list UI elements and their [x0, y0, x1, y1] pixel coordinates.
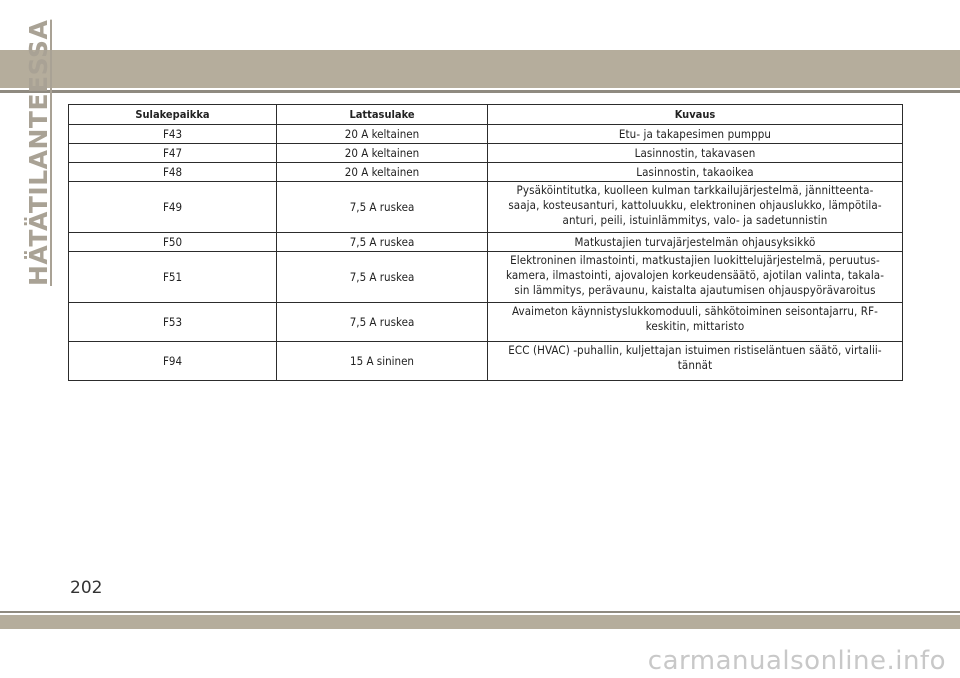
fuse-description: [488, 252, 903, 303]
description-line: kamera, ilmastointi, ajovalojen korkeudensäätö, ajotilan valinta, takala-: [505, 268, 885, 282]
description-line: Matkustajien turvajärjestelmän ohjausyksikkö: [574, 234, 816, 249]
table-row: [69, 182, 903, 233]
table-row: [69, 163, 903, 182]
table-row: [69, 342, 903, 381]
fuse-table: [68, 104, 903, 381]
header-description: Kuvaus: [488, 105, 903, 125]
header-fuse: Lattasulake: [277, 105, 488, 125]
page-number: 202: [70, 578, 103, 598]
fuse-description: [488, 125, 903, 144]
table-row: [69, 233, 903, 252]
fuse-rating: 20 A keltainen: [277, 144, 488, 163]
description-line: sin lämmitys, perävaunu, kaistalta ajautumisen ohjauspyörävaroitus: [514, 283, 876, 297]
header-cavity: Sulakepaikka: [69, 105, 277, 125]
footer-rule: [0, 611, 960, 613]
fuse-cavity: F49: [69, 182, 277, 233]
description-line: Pysäköintitutka, kuolleen kulman tarkkailujärjestelmä, jännitteenta-: [516, 183, 874, 197]
fuse-description: [488, 144, 903, 163]
fuse-cavity: F50: [69, 233, 277, 252]
table-header-row: [69, 105, 903, 125]
description-line: ECC (HVAC) -puhallin, kuljettajan istuimen ristiseläntuen säätö, virtalii-: [508, 343, 882, 357]
section-label: HÄTÄTILANTEESSA: [24, 19, 53, 286]
fuse-rating: 7,5 A ruskea: [277, 182, 488, 233]
fuse-description: [488, 303, 903, 342]
fuse-description: [488, 233, 903, 252]
fuse-cavity: F43: [69, 125, 277, 144]
fuse-cavity: F94: [69, 342, 277, 381]
description-line: tännät: [677, 358, 713, 372]
description-line: Etu- ja takapesimen pumppu: [618, 126, 772, 141]
fuse-cavity: F47: [69, 144, 277, 163]
watermark: carmanualsonline.info: [647, 646, 946, 676]
fuse-rating: 20 A keltainen: [277, 163, 488, 182]
description-line: Avaimeton käynnistyslukkomoduuli, sähkötoiminen seisontajarru, RF-: [512, 304, 878, 318]
fuse-description: [488, 342, 903, 381]
table-row: [69, 303, 903, 342]
table-row: [69, 125, 903, 144]
fuse-rating: 7,5 A ruskea: [277, 303, 488, 342]
fuse-cavity: F51: [69, 252, 277, 303]
fuse-description: [488, 182, 903, 233]
fuse-description: [488, 163, 903, 182]
fuse-rating: 7,5 A ruskea: [277, 233, 488, 252]
description-line: Lasinnostin, takavasen: [634, 145, 756, 160]
fuse-cavity: F48: [69, 163, 277, 182]
fuse-rating: 15 A sininen: [277, 342, 488, 381]
description-line: Elektroninen ilmastointi, matkustajien luokittelujärjestelmä, peruutus-: [510, 253, 880, 267]
header-rule: [0, 90, 960, 93]
description-line: keskitin, mittaristo: [645, 319, 745, 333]
description-line: Lasinnostin, takaoikea: [636, 164, 754, 179]
description-line: anturi, peili, istuinlämmitys, valo- ja sadetunnistin: [562, 213, 828, 227]
fuse-rating: 7,5 A ruskea: [277, 252, 488, 303]
description-line: saaja, kosteusanturi, kattoluukku, elektroninen ohjauslukko, lämpötila-: [508, 198, 882, 212]
footer-band: [0, 615, 960, 629]
header-band: [0, 50, 960, 88]
fuse-rating: 20 A keltainen: [277, 125, 488, 144]
table-row: [69, 144, 903, 163]
fuse-cavity: F53: [69, 303, 277, 342]
table-row: [69, 252, 903, 303]
